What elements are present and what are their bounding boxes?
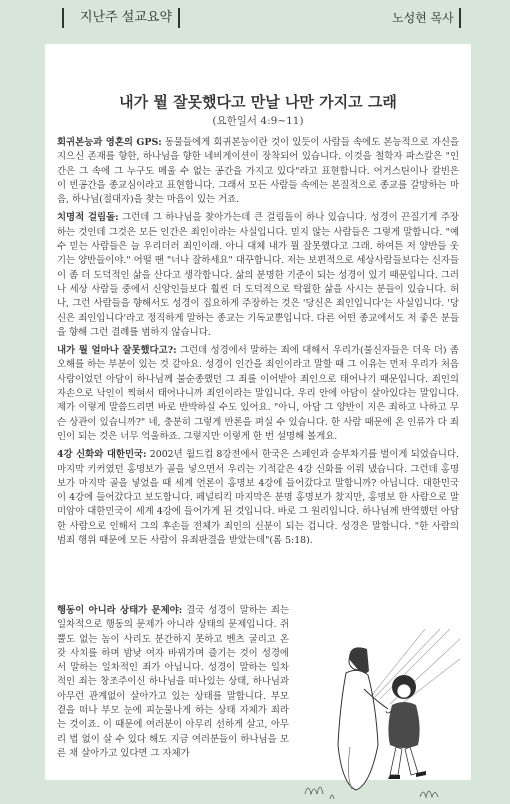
paragraph-lead: 내가 뭘 얼마나 잘못했다고?: (57, 345, 177, 357)
header-divider-left (62, 8, 64, 28)
paragraph-what-did-i-do (57, 344, 459, 444)
jesus-and-child-illustration (300, 629, 460, 804)
paragraph-text: 2002년 월드컵 8강전에서 한국은 스페인과 승부차기를 벌이게 되었습니다. 마지막 키커였던 홍명보가 골을 넣으면서 우리는 기적같은 4강 신화를 이뤄 냈습니다. 그런데 홍명보가 마지막 골을 넣었을 때 세계 언론이 홍명보 4강에 들어갔다고 말합니까? 아닙니다. 대한민국이 4강에 들어갔다고 보도합니다. 페널티킥 마지막은 분명 홍명보가 찼지만, 홍명보 한 사람으로 말미암아 대한민국이 세계 4강에 들어가게 된 것입니다. 바로 그 원리입니다. 하나님께 반역했던 아담 한 사람으로 인해서 그의 후손들 전체가 죄인의 신분이 되는 겁니다. 성경은 말합니다. "한 사람의 범죄 행위 때문에 모든 사람이 유죄판결을 받았는데"(롬 5:18). (57, 449, 459, 547)
paragraph-stumbling-block (57, 211, 459, 340)
scripture-reference: (요한일서 4:9~11) (212, 115, 304, 127)
paragraph-homing-instinct (57, 136, 459, 207)
paragraph-lead: 회귀본능과 영혼의 GPS: (57, 137, 162, 148)
paragraph-world-cup (57, 448, 459, 548)
paragraph-lead: 치명적 걸림돌: (57, 212, 119, 224)
paragraph-text: 동물들에게 회귀본능이란 것이 있듯이 사람들 속에도 본능적으로 자신을 지으신 존재를 향한, 하나님을 향한 네비게이션이 장착되어 있습니다. 이것을 철학자 파스칼은 "인간은 그 속에 그 누구도 메울 수 없는 공간을 가지고 있다"라고 표현합니다. 어거스틴이나 칼빈은 이 빈공간을 종교심이라고 표현합니다. 그래서 모든 사람들 속에는 본질적으로 종교를 갈망하는 마음, 하나님(절대자)을 찾는 마음이 있는 거죠. (57, 137, 460, 206)
sermon-title: 내가 뭘 잘못했다고 만날 나만 가지고 그래 (119, 93, 397, 111)
pastor-name: 노성현 목사 (392, 11, 454, 25)
paragraph-lead: 4강 신화와 대한민국: (57, 449, 147, 461)
section-label: 지난주 설교요약 (80, 10, 173, 25)
header-divider-right (459, 8, 461, 28)
paragraph-state-not-action (57, 604, 289, 761)
sermon-body-lower (57, 604, 289, 761)
paragraph-lead: 행동이 아니라 상태가 문제야: (57, 605, 183, 616)
sermon-body (57, 136, 459, 552)
paragraph-text: 그런데 그 하나님을 찾아가는데 큰 걸림돌이 하나 있습니다. 성경이 끈질기게 주장하는 것인데 그것은 모든 인간은 죄인이라는 사실입니다. 믿지 않는 사람들은 그렇게 말합니다. "예수 믿는 사람들은 늘 우리더러 죄인이래. 아니 대체 내가 뭘 잘못했다고 그래. 하여튼 저 양반들 웃기는 양반들이야." 어떨 땐 "너나 잘하세요" 대꾸합니다. 저는 보편적으로 세상사람들보다는 신자들이 좀 더 도덕적인 삶을 산다고 생각합니다. 삶의 분명한 기준이 되는 성경이 있기 때문입니다. 그러나 세상 사람들 중에서 신앙인들보다 훨씬 더 도덕적으로 탁월한 삶을 사시는 분들이 있습니다. 허나, 그런 사람들을 향해서도 성경이 집요하게 주장하는 것은 '당신은 죄인입니다'는 사실입니다. '당신은 죄인입니다'라고 정직하게 말하는 종교는 기독교뿐입니다. 다른 어떤 종교에서도 저 좋은 분들을 향해 그런 결례를 범하지 않습니다. (57, 212, 459, 338)
header-divider-mid (178, 8, 180, 28)
page-header (0, 0, 510, 44)
sermon-sheet (45, 44, 471, 780)
paragraph-text: 그런데 성경에서 말하는 죄에 대해서 우리가(불신자들은 더욱 더) 좀 오해를 하는 부분이 있는 것 같아요. 성경이 인간을 죄인이라고 말할 때 그 이유는 먼저 우리가 처음 사람이었던 아담이 하나님께 불순종했던 그 죄를 이어받아 죄인으로 태어나기 때문입니다. 죄인의 자손으로 낙인이 찍혀서 태어나니까 죄인이라는 말입니다. 우리 안에 아담이 살아있다는 말입니다. 제가 이렇게 말씀드리면 바로 반박하실 수도 있어요. "아니, 아담 그 양반이 지은 죄하고 나하고 무슨 상관이 있습니까?" 네, 충분히 그렇게 반론을 펴실 수 있습니다. 한 사람 때문에 온 인류가 다 죄인이 되는 것은 너무 억울하죠. 그렇지만 이렇게 한 번 설명해 볼게요. (57, 345, 459, 442)
paragraph-text: 결국 성경이 말하는 죄는 일차적으로 행동의 문제가 아니라 상태의 문제입니다. 쥐뿔도 없는 놈이 사리도 분간하지 못하고 벤츠 굴리고 온갖 사치를 하며 밤낮 여자 바꿔가며 즐기는 것이 성경에서 말하는 일차적인 죄가 아닙니다. 성경이 말하는 일차적인 죄는 창조주이신 하나님을 떠나있는 상태, 하나님과 아무런 관계없이 살아가고 있는 상태를 말합니다. 부모 곁을 떠나 부모 눈에 피눈물나게 하는 상태 자체가 죄라는 것이죠. 이 때문에 여러분이 아무리 선하게 살고, 아무리 법 없이 살 수 있다 해도 지금 여러분들이 하나님을 모른 채 살아가고 있다면 그 자체가 (57, 605, 290, 759)
